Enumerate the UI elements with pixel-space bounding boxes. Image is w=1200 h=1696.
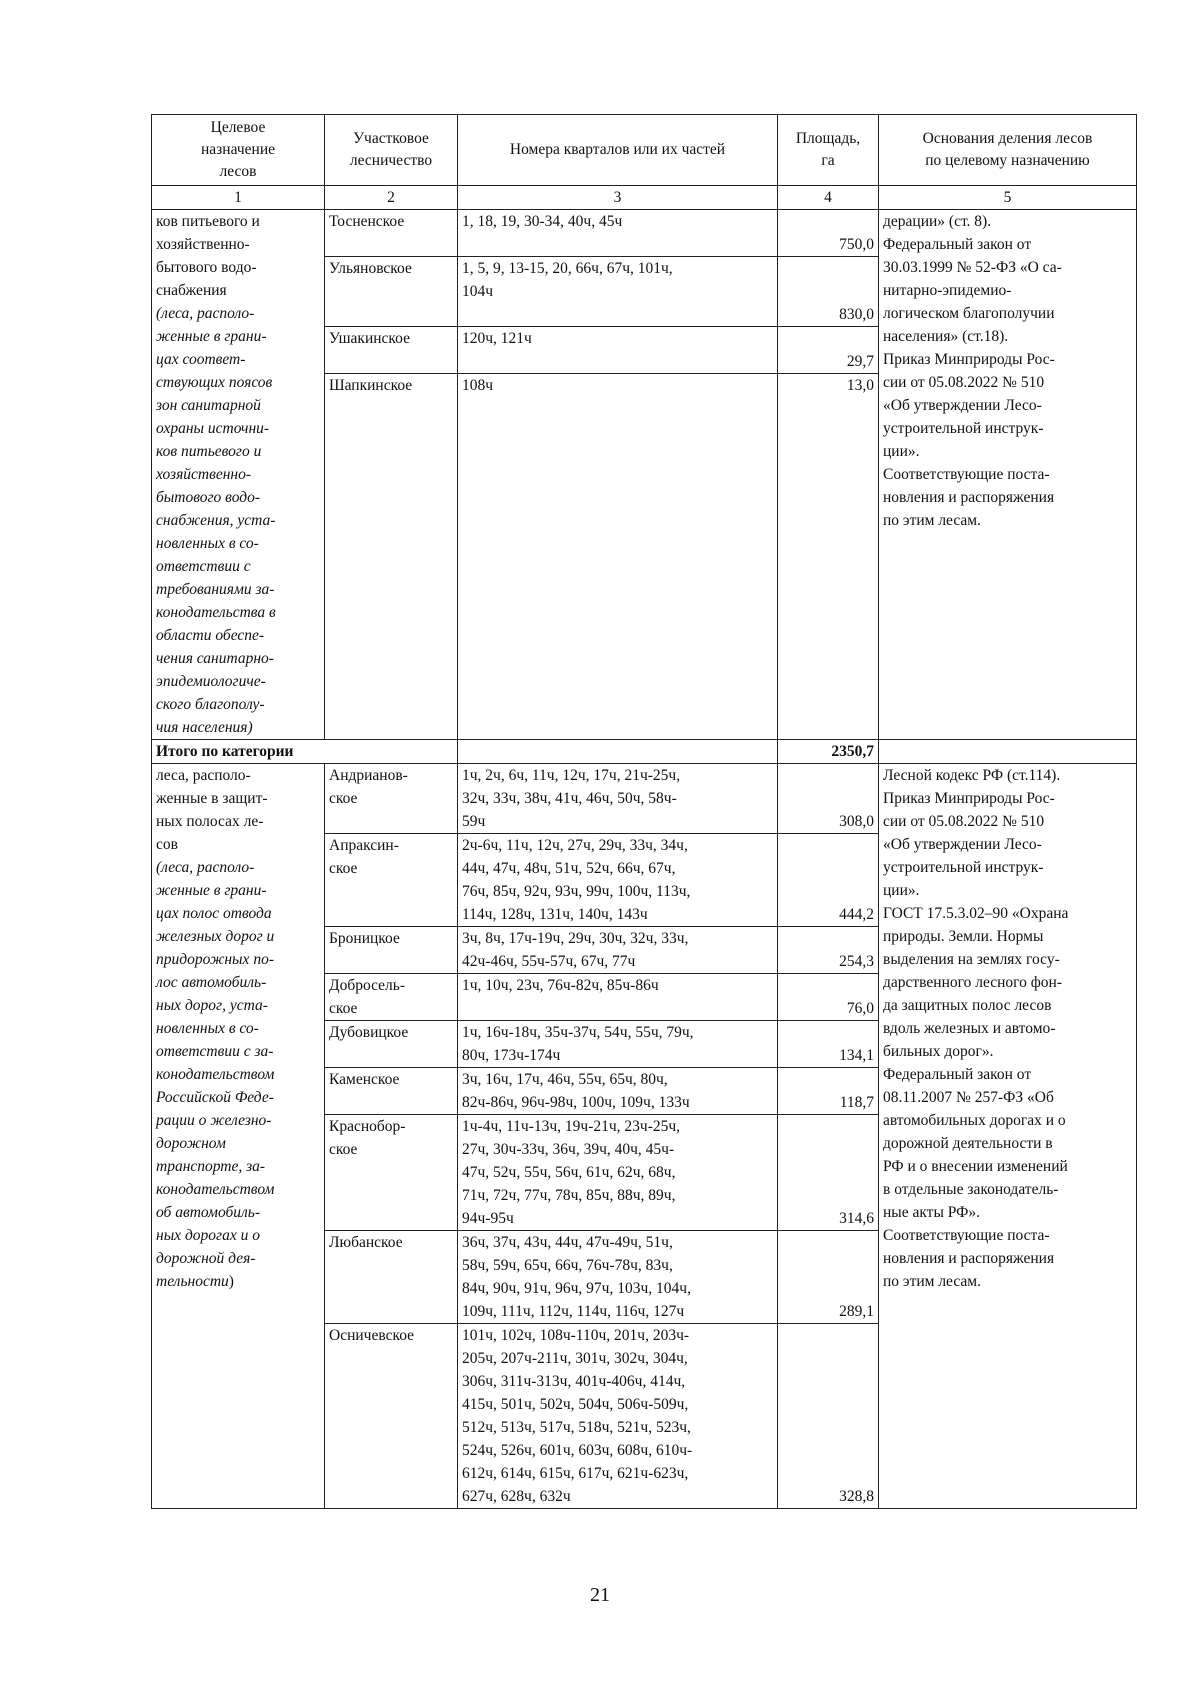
- quarters-list: 1, 18, 19, 30-34, 40ч, 45ч: [458, 210, 778, 257]
- column-number: 5: [879, 186, 1137, 210]
- area-value: 254,3: [778, 927, 879, 974]
- table-row: [152, 764, 1137, 834]
- purpose-description: (леса, располо- женные в грани- цах соответ- ствующих поясов зон санитарной охраны источни- ков питьевого и хозяйственно- бытового водо- снабжения, уста- новленных в со- ответствии с требованиями за- конодательства в области обеспе- чения санитарно- эпидемиологиче- ского благополу- чия населения): [156, 305, 276, 736]
- purpose-text: ков питьевого и хозяйственно- бытового водо- снабжения: [156, 213, 260, 299]
- forestry-name: Краснобор- ское: [325, 1115, 458, 1231]
- table-header-row: [152, 115, 1137, 186]
- purpose-description: (леса, располо- женные в грани- цах полос отвода железных дорог и придорожных по- лос автомобиль- ных дорог, уста- новленных в со- ответствии с за- конодательством Российской Феде- рации о железно- дорожном транспорте, за- конодательством об автомобиль- ных дорогах и о дорожной дея- тельности: [156, 859, 275, 1290]
- column-number: 4: [778, 186, 879, 210]
- area-value: 314,6: [778, 1115, 879, 1231]
- quarters-list: 120ч, 121ч: [458, 327, 778, 374]
- quarters-list: 36ч, 37ч, 43ч, 44ч, 47ч-49ч, 51ч, 58ч, 59ч, 65ч, 66ч, 76ч-78ч, 83ч, 84ч, 90ч, 91ч, 96ч, 97ч, 103ч, 104ч, 109ч, 111ч, 112ч, 114ч, 116ч, 127ч: [458, 1231, 778, 1324]
- quarters-list: 1ч, 16ч-18ч, 35ч-37ч, 54ч, 55ч, 79ч, 80ч, 173ч-174ч: [458, 1021, 778, 1068]
- purpose-text: леса, располо- женные в защит- ных полосах ле- сов: [156, 767, 268, 853]
- quarters-list: 3ч, 16ч, 17ч, 46ч, 55ч, 65ч, 80ч, 82ч-86ч, 96ч-98ч, 100ч, 109ч, 133ч: [458, 1068, 778, 1115]
- forestry-name: Ульяновское: [325, 257, 458, 327]
- column-number: 1: [152, 186, 325, 210]
- quarters-list: 101ч, 102ч, 108ч-110ч, 201ч, 203ч- 205ч, 207ч-211ч, 301ч, 302ч, 304ч, 306ч, 311ч-313ч, 401ч-406ч, 414ч, 415ч, 501ч, 502ч, 504ч, 506ч-509ч, 512ч, 513ч, 517ч, 518ч, 521ч, 523ч, 524ч, 526ч, 601ч, 603ч, 608ч, 610ч- 612ч, 614ч, 615ч, 617ч, 621ч-623ч, 627ч, 628ч, 632ч: [458, 1324, 778, 1509]
- quarters-list: 108ч: [458, 374, 778, 740]
- page-number: 21: [590, 1584, 610, 1606]
- area-value: 76,0: [778, 974, 879, 1021]
- header-reasons: Основания деления лесов по целевому назначению: [879, 115, 1137, 186]
- forestry-name: Шапкинское: [325, 374, 458, 740]
- purpose-cell: [152, 210, 325, 740]
- quarters-list: 2ч-6ч, 11ч, 12ч, 27ч, 29ч, 33ч, 34ч, 44ч, 47ч, 48ч, 51ч, 52ч, 66ч, 67ч, 76ч, 85ч, 92ч, 93ч, 99ч, 100ч, 113ч, 114ч, 128ч, 131ч, 140ч, 143ч: [458, 834, 778, 927]
- forestry-name: Любанское: [325, 1231, 458, 1324]
- area-value: 308,0: [778, 764, 879, 834]
- reasons-cell: дерации» (ст. 8). Федеральный закон от 30.03.1999 № 52-ФЗ «О са- нитарно-эпидемио- логическом благополучии населения» (ст.18). Приказ Минприроды Рос- сии от 05.08.2022 № 510 «Об утверждении Лесо- устроительной инструк- ции». Соответствующие поста- новления и распоряжения по этим лесам.: [879, 210, 1137, 740]
- forestry-name: Андрианов- ское: [325, 764, 458, 834]
- area-value: 444,2: [778, 834, 879, 927]
- forestry-name: Добросель- ское: [325, 974, 458, 1021]
- header-area: Площадь, га: [778, 115, 879, 186]
- area-value: 29,7: [778, 327, 879, 374]
- column-number: 2: [325, 186, 458, 210]
- header-quarters: Номера кварталов или их частей: [458, 115, 778, 186]
- area-value: 118,7: [778, 1068, 879, 1115]
- column-number: 3: [458, 186, 778, 210]
- forestry-name: Броницкое: [325, 927, 458, 974]
- purpose-cell: [152, 764, 325, 1509]
- header-purpose: Целевое назначение лесов: [152, 115, 325, 186]
- forestry-name: Каменское: [325, 1068, 458, 1115]
- area-value: 289,1: [778, 1231, 879, 1324]
- header-forestry: Участковое лесничество: [325, 115, 458, 186]
- forestry-name: Дубовицкое: [325, 1021, 458, 1068]
- area-value: 328,8: [778, 1324, 879, 1509]
- forestry-name: Апраксин- ское: [325, 834, 458, 927]
- forestry-name: Ушакинское: [325, 327, 458, 374]
- area-value: 750,0: [778, 210, 879, 257]
- quarters-list: 1ч, 10ч, 23ч, 76ч-82ч, 85ч-86ч: [458, 974, 778, 1021]
- area-value: 134,1: [778, 1021, 879, 1068]
- total-empty: [879, 740, 1137, 764]
- forestry-name: Тосненское: [325, 210, 458, 257]
- table-row: [152, 210, 1137, 257]
- quarters-list: 1ч-4ч, 11ч-13ч, 19ч-21ч, 23ч-25ч, 27ч, 30ч-33ч, 36ч, 39ч, 40ч, 45ч- 47ч, 52ч, 55ч, 56ч, 61ч, 62ч, 68ч, 71ч, 72ч, 77ч, 78ч, 85ч, 88ч, 89ч, 94ч-95ч: [458, 1115, 778, 1231]
- area-value: 830,0: [778, 257, 879, 327]
- total-area: 2350,7: [778, 740, 879, 764]
- quarters-list: 3ч, 8ч, 17ч-19ч, 29ч, 30ч, 32ч, 33ч, 42ч-46ч, 55ч-57ч, 67ч, 77ч: [458, 927, 778, 974]
- total-row: [152, 740, 1137, 764]
- quarters-list: 1, 5, 9, 13-15, 20, 66ч, 67ч, 101ч, 104ч: [458, 257, 778, 327]
- total-label: Итого по категории: [152, 740, 458, 764]
- area-value: 13,0: [778, 374, 879, 740]
- forestry-name: Осничевское: [325, 1324, 458, 1509]
- total-empty: [458, 740, 778, 764]
- reasons-cell: Лесной кодекс РФ (ст.114). Приказ Минприроды Рос- сии от 05.08.2022 № 510 «Об утверждении Лесо- устроительной инструк- ции». ГОСТ 17.5.3.02–90 «Охрана природы. Земли. Нормы выделения на землях госу- дарственного лесного фон- да защитных полос лесов вдоль железных и автомо- бильных дорог». Федеральный закон от 08.11.2007 № 257-ФЗ «Об автомобильных дорогах и о дорожной деятельности в РФ и о внесении изменений в отдельные законодатель- ные акты РФ». Соответствующие поста- новления и распоряжения по этим лесам.: [879, 764, 1137, 1509]
- column-number-row: [152, 186, 1137, 210]
- forest-purpose-table: [151, 114, 1137, 1509]
- quarters-list: 1ч, 2ч, 6ч, 11ч, 12ч, 17ч, 21ч-25ч, 32ч, 33ч, 38ч, 41ч, 46ч, 50ч, 58ч- 59ч: [458, 764, 778, 834]
- purpose-close: ): [228, 1273, 234, 1290]
